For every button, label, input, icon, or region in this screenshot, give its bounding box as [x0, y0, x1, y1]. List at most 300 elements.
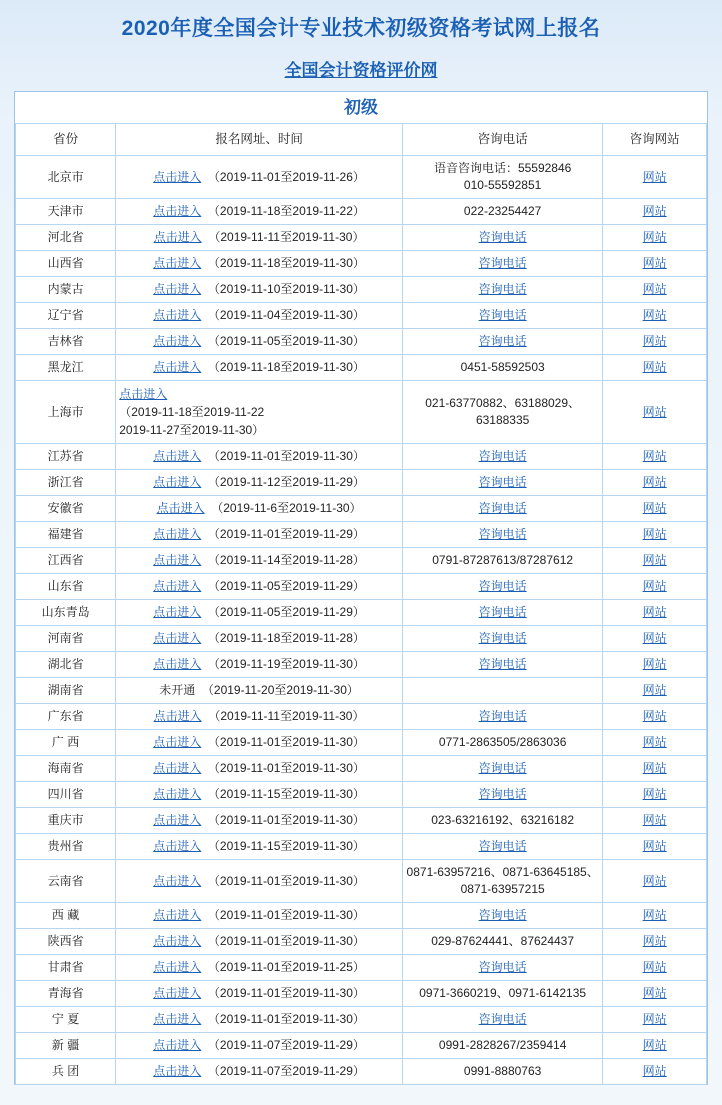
column-header-registration: 报名网址、时间 [116, 124, 403, 156]
telephone-cell [402, 860, 602, 903]
registration-dates: （2019-11-01至2019-11-30） [207, 1012, 365, 1026]
telephone-cell [402, 277, 602, 303]
registration-entry-link[interactable]: 点击进入 [153, 873, 202, 888]
website-link[interactable]: 网站 [642, 169, 667, 184]
page-title: 2020年度全国会计专业技术初级资格考试网上报名 [121, 17, 601, 40]
level-label: 初级 [16, 92, 707, 124]
website-link[interactable]: 网站 [642, 230, 667, 244]
table-row [16, 782, 707, 808]
website-link[interactable]: 网站 [642, 787, 667, 801]
exam-table-container [14, 91, 708, 1085]
registration-entry-link[interactable]: 点击进入 [153, 1012, 202, 1026]
website-cell [603, 1033, 707, 1059]
telephone-cell [402, 470, 602, 496]
province-cell: 广东省 [16, 704, 116, 730]
website-cell [603, 470, 707, 496]
website-link[interactable]: 网站 [642, 735, 667, 749]
province-cell: 上海市 [16, 381, 116, 444]
table-row [16, 704, 707, 730]
registration-entry-link[interactable]: 点击进入 [153, 631, 202, 645]
website-cell [603, 782, 707, 808]
registration-cell [116, 444, 403, 470]
telephone-text: 0451-58592503 [460, 360, 545, 374]
registration-entry-link[interactable]: 点击进入 [153, 449, 202, 463]
telephone-text: 022-23254427 [463, 204, 542, 218]
table-row [16, 1033, 707, 1059]
column-header-province: 省份 [16, 124, 116, 156]
registration-entry-link[interactable]: 点击进入 [153, 579, 202, 593]
website-cell [603, 981, 707, 1007]
province-cell: 贵州省 [16, 834, 116, 860]
telephone-cell [402, 329, 602, 355]
page-header [0, 0, 722, 44]
website-cell [603, 548, 707, 574]
registration-entry-link[interactable]: 点击进入 [153, 960, 202, 974]
registration-dates: （2019-11-01至2019-11-30） [207, 813, 365, 827]
telephone-link[interactable]: 咨询电话 [478, 501, 527, 515]
registration-cell [116, 522, 403, 548]
telephone-cell [402, 929, 602, 955]
website-cell [603, 860, 707, 903]
province-cell: 甘肃省 [16, 955, 116, 981]
table-row [16, 756, 707, 782]
province-cell: 福建省 [16, 522, 116, 548]
evaluation-site-link[interactable]: 全国会计资格评价网 [284, 61, 438, 80]
registration-entry-link[interactable]: 点击进入 [153, 282, 202, 296]
telephone-cell [402, 355, 602, 381]
telephone-link[interactable]: 咨询电话 [478, 761, 527, 775]
website-cell [603, 1059, 707, 1085]
telephone-link[interactable]: 咨询电话 [478, 256, 527, 270]
website-cell [603, 355, 707, 381]
telephone-cell [402, 903, 602, 929]
website-link[interactable]: 网站 [642, 709, 667, 723]
website-cell [603, 277, 707, 303]
telephone-cell [402, 574, 602, 600]
registration-dates: （2019-11-20至2019-11-30） [201, 683, 359, 697]
telephone-text: 029-87624441、87624437 [431, 934, 575, 948]
website-link[interactable]: 网站 [642, 657, 667, 671]
column-header-website: 咨询网站 [603, 124, 707, 156]
province-cell: 海南省 [16, 756, 116, 782]
registration-dates: （2019-11-07至2019-11-29） [207, 1038, 365, 1052]
registration-cell [116, 496, 403, 522]
exam-registration-table [15, 92, 707, 1085]
website-link[interactable]: 网站 [642, 553, 667, 567]
website-cell [603, 329, 707, 355]
website-cell [603, 600, 707, 626]
telephone-link[interactable]: 咨询电话 [478, 282, 527, 296]
registration-entry-link[interactable]: 点击进入 [153, 605, 202, 619]
registration-dates: （2019-11-01至2019-11-30） [207, 735, 365, 749]
registration-cell [116, 199, 403, 225]
website-cell [603, 444, 707, 470]
registration-dates: （2019-11-15至2019-11-30） [207, 839, 365, 853]
table-row [16, 496, 707, 522]
registration-entry-link[interactable]: 点击进入 [153, 527, 202, 541]
registration-cell [116, 756, 403, 782]
table-row [16, 225, 707, 251]
registration-cell [116, 156, 403, 199]
telephone-cell [402, 303, 602, 329]
website-link[interactable]: 网站 [642, 934, 667, 948]
website-cell [603, 652, 707, 678]
telephone-cell [402, 522, 602, 548]
table-row [16, 652, 707, 678]
province-cell: 四川省 [16, 782, 116, 808]
registration-dates: （2019-11-01至2019-11-30） [207, 908, 365, 922]
registration-entry-link[interactable]: 点击进入 [153, 308, 202, 322]
registration-entry-link[interactable]: 点击进入 [153, 839, 202, 853]
telephone-cell [402, 756, 602, 782]
registration-dates: （2019-11-18至2019-11-22） [207, 204, 365, 218]
registration-entry-link[interactable]: 点击进入 [153, 787, 202, 801]
website-link[interactable]: 网站 [642, 1038, 667, 1052]
registration-cell [116, 1007, 403, 1033]
website-cell [603, 522, 707, 548]
table-row [16, 574, 707, 600]
table-row [16, 381, 707, 444]
table-row [16, 470, 707, 496]
telephone-text: 0871-63957216、0871-63645185、0871-63957215 [406, 865, 599, 896]
website-link[interactable]: 网站 [642, 404, 667, 419]
table-row [16, 156, 707, 199]
table-row [16, 929, 707, 955]
website-link[interactable]: 网站 [642, 449, 667, 463]
province-cell: 河北省 [16, 225, 116, 251]
registration-entry-link[interactable]: 点击进入 [153, 709, 202, 723]
table-row [16, 600, 707, 626]
website-cell [603, 381, 707, 444]
telephone-cell [402, 1007, 602, 1033]
telephone-cell [402, 1059, 602, 1085]
website-cell [603, 199, 707, 225]
registration-cell [116, 626, 403, 652]
subtitle-container [0, 44, 722, 91]
province-cell: 内蒙古 [16, 277, 116, 303]
telephone-text: 0771-2863505/2863036 [438, 735, 567, 749]
telephone-text: 0991-2828267/2359414 [438, 1038, 567, 1052]
website-cell [603, 678, 707, 704]
registration-entry-link[interactable]: 点击进入 [153, 1038, 202, 1052]
website-cell [603, 156, 707, 199]
registration-cell [116, 782, 403, 808]
table-row [16, 444, 707, 470]
website-link[interactable]: 网站 [642, 360, 667, 374]
registration-dates: （2019-11-01至2019-11-30） [207, 761, 365, 775]
telephone-link[interactable]: 咨询电话 [478, 839, 527, 853]
table-row [16, 626, 707, 652]
registration-cell [116, 303, 403, 329]
website-link[interactable]: 网站 [642, 579, 667, 593]
website-link[interactable]: 网站 [642, 839, 667, 853]
website-cell [603, 251, 707, 277]
telephone-cell [402, 730, 602, 756]
registration-cell [116, 678, 403, 704]
registration-entry-link[interactable]: 点击进入 [156, 501, 205, 515]
registration-cell [116, 251, 403, 277]
website-link[interactable]: 网站 [642, 282, 667, 296]
table-row [16, 1059, 707, 1085]
website-cell [603, 1007, 707, 1033]
registration-dates: （2019-11-01至2019-11-30） [207, 934, 365, 948]
province-cell: 天津市 [16, 199, 116, 225]
telephone-link[interactable]: 咨询电话 [478, 709, 527, 723]
column-header-telephone: 咨询电话 [402, 124, 602, 156]
province-cell: 北京市 [16, 156, 116, 199]
table-row [16, 808, 707, 834]
table-row [16, 199, 707, 225]
table-row [16, 251, 707, 277]
table-row [16, 955, 707, 981]
province-cell: 兵 团 [16, 1059, 116, 1085]
registration-dates: （2019-11-18至2019-11-30） [207, 256, 365, 270]
website-link[interactable]: 网站 [642, 960, 667, 974]
table-row [16, 834, 707, 860]
website-cell [603, 303, 707, 329]
registration-dates: （2019-11-05至2019-11-30） [207, 334, 365, 348]
telephone-cell [402, 225, 602, 251]
telephone-link[interactable]: 咨询电话 [478, 908, 527, 922]
telephone-cell [402, 652, 602, 678]
website-link[interactable]: 网站 [642, 475, 667, 489]
registration-entry-link[interactable]: 点击进入 [153, 908, 202, 922]
registration-cell [116, 1033, 403, 1059]
telephone-cell [402, 834, 602, 860]
website-cell [603, 626, 707, 652]
registration-dates: （2019-11-18至2019-11-28） [207, 631, 365, 645]
province-cell: 山东青岛 [16, 600, 116, 626]
province-cell: 吉林省 [16, 329, 116, 355]
telephone-cell [402, 626, 602, 652]
registration-entry-link[interactable]: 点击进入 [119, 387, 168, 401]
telephone-cell [402, 678, 602, 704]
registration-dates: （2019-11-15至2019-11-30） [207, 787, 365, 801]
website-link[interactable]: 网站 [642, 873, 667, 888]
registration-cell [116, 860, 403, 903]
province-cell: 山东省 [16, 574, 116, 600]
province-cell: 江西省 [16, 548, 116, 574]
registration-dates: （2019-11-01至2019-11-30） [207, 986, 365, 1000]
telephone-cell [402, 981, 602, 1007]
telephone-link[interactable]: 咨询电话 [478, 579, 527, 593]
registration-cell [116, 381, 403, 444]
table-row [16, 277, 707, 303]
table-row [16, 860, 707, 903]
registration-dates: （2019-11-19至2019-11-30） [207, 657, 365, 671]
website-link[interactable]: 网站 [642, 527, 667, 541]
registration-cell [116, 329, 403, 355]
registration-cell [116, 929, 403, 955]
registration-dates: （2019-11-01至2019-11-30） [207, 873, 365, 888]
table-row [16, 355, 707, 381]
website-cell [603, 496, 707, 522]
registration-dates: （2019-11-11至2019-11-30） [208, 230, 365, 244]
website-cell [603, 756, 707, 782]
registration-entry-link[interactable]: 点击进入 [153, 553, 202, 567]
registration-entry-link[interactable]: 点击进入 [153, 360, 202, 374]
province-cell: 浙江省 [16, 470, 116, 496]
table-row [16, 1007, 707, 1033]
website-link[interactable]: 网站 [642, 908, 667, 922]
registration-dates: （2019-11-18至2019-11-30） [207, 360, 365, 374]
province-cell: 云南省 [16, 860, 116, 903]
telephone-cell [402, 496, 602, 522]
province-cell: 黑龙江 [16, 355, 116, 381]
telephone-link[interactable]: 咨询电话 [478, 960, 527, 974]
province-cell: 山西省 [16, 251, 116, 277]
province-cell: 西 藏 [16, 903, 116, 929]
telephone-cell [402, 955, 602, 981]
registration-entry-link[interactable]: 点击进入 [153, 256, 202, 270]
telephone-link[interactable]: 咨询电话 [478, 1012, 527, 1026]
province-cell: 重庆市 [16, 808, 116, 834]
website-link[interactable]: 网站 [642, 683, 667, 697]
registration-entry-link[interactable]: 点击进入 [153, 986, 202, 1000]
website-cell [603, 929, 707, 955]
registration-cell [116, 600, 403, 626]
registration-cell [116, 355, 403, 381]
registration-entry-link[interactable]: 点击进入 [153, 761, 202, 775]
telephone-link[interactable]: 咨询电话 [478, 230, 527, 244]
telephone-cell [402, 381, 602, 444]
registration-cell [116, 470, 403, 496]
website-link[interactable]: 网站 [642, 204, 667, 218]
telephone-cell [402, 808, 602, 834]
registration-cell [116, 277, 403, 303]
province-cell: 广 西 [16, 730, 116, 756]
province-cell: 安徽省 [16, 496, 116, 522]
telephone-link[interactable]: 咨询电话 [478, 657, 527, 671]
registration-dates: （2019-11-01至2019-11-30） [207, 449, 365, 463]
website-cell [603, 955, 707, 981]
table-row [16, 522, 707, 548]
telephone-text: 语音咨询电话：55592846 010-55592851 [433, 161, 572, 192]
telephone-cell [402, 548, 602, 574]
registration-dates: （2019-11-12至2019-11-29） [207, 475, 365, 489]
telephone-link[interactable]: 咨询电话 [478, 334, 527, 348]
table-row [16, 981, 707, 1007]
website-link[interactable]: 网站 [642, 1064, 667, 1078]
registration-entry-link[interactable]: 点击进入 [153, 813, 202, 827]
registration-cell [116, 834, 403, 860]
telephone-cell [402, 251, 602, 277]
registration-entry-link[interactable]: 点击进入 [153, 204, 202, 218]
province-cell: 湖北省 [16, 652, 116, 678]
registration-entry-link[interactable]: 点击进入 [153, 475, 202, 489]
website-link[interactable]: 网站 [642, 605, 667, 619]
website-link[interactable]: 网站 [642, 631, 667, 645]
province-cell: 河南省 [16, 626, 116, 652]
website-link[interactable]: 网站 [642, 501, 667, 515]
telephone-link[interactable]: 咨询电话 [478, 308, 527, 322]
website-link[interactable]: 网站 [642, 813, 667, 827]
website-link[interactable]: 网站 [642, 986, 667, 1000]
website-cell [603, 808, 707, 834]
registration-cell [116, 730, 403, 756]
registration-cell [116, 808, 403, 834]
registration-dates: （2019-11-11至2019-11-30） [208, 709, 365, 723]
table-row [16, 730, 707, 756]
province-cell: 陕西省 [16, 929, 116, 955]
website-link[interactable]: 网站 [642, 1012, 667, 1026]
registration-dates: （2019-11-10至2019-11-30） [207, 282, 365, 296]
registration-dates: （2019-11-04至2019-11-30） [207, 308, 365, 322]
registration-dates: （2019-11-6至2019-11-30） [211, 501, 362, 515]
table-row [16, 548, 707, 574]
registration-cell [116, 903, 403, 929]
table-row [16, 303, 707, 329]
telephone-cell [402, 1033, 602, 1059]
registration-entry-link[interactable]: 点击进入 [153, 334, 202, 348]
province-cell: 新 疆 [16, 1033, 116, 1059]
registration-entry-link[interactable]: 点击进入 [153, 735, 202, 749]
website-cell [603, 903, 707, 929]
telephone-link[interactable]: 咨询电话 [478, 449, 527, 463]
website-cell [603, 834, 707, 860]
website-cell [603, 730, 707, 756]
registration-dates: （2019-11-14至2019-11-28） [207, 553, 365, 567]
province-cell: 辽宁省 [16, 303, 116, 329]
registration-cell [116, 574, 403, 600]
website-cell [603, 574, 707, 600]
registration-not-open: 未开通 [159, 683, 196, 697]
registration-cell [116, 1059, 403, 1085]
table-row [16, 329, 707, 355]
telephone-link[interactable]: 咨询电话 [478, 605, 527, 619]
registration-dates: （2019-11-01至2019-11-26） [207, 169, 365, 184]
registration-entry-link[interactable]: 点击进入 [153, 1064, 202, 1078]
website-link[interactable]: 网站 [642, 308, 667, 322]
registration-entry-link[interactable]: 点击进入 [153, 657, 202, 671]
table-row [16, 678, 707, 704]
telephone-text: 023-63216192、63216182 [431, 813, 575, 827]
telephone-link[interactable]: 咨询电话 [478, 631, 527, 645]
telephone-cell [402, 704, 602, 730]
column-header-row [16, 124, 707, 156]
registration-entry-link[interactable]: 点击进入 [153, 230, 202, 244]
website-cell [603, 225, 707, 251]
telephone-cell [402, 444, 602, 470]
website-link[interactable]: 网站 [642, 256, 667, 270]
registration-dates: （2019-11-01至2019-11-25） [207, 960, 365, 974]
province-cell: 青海省 [16, 981, 116, 1007]
registration-cell [116, 225, 403, 251]
registration-dates: （2019-11-05至2019-11-29） [207, 579, 365, 593]
telephone-link[interactable]: 咨询电话 [478, 527, 527, 541]
telephone-link[interactable]: 咨询电话 [478, 787, 527, 801]
telephone-text: 0971-3660219、0971-6142135 [419, 986, 587, 1000]
registration-cell [116, 981, 403, 1007]
registration-cell [116, 548, 403, 574]
website-link[interactable]: 网站 [642, 334, 667, 348]
registration-cell [116, 955, 403, 981]
registration-entry-link[interactable]: 点击进入 [153, 934, 202, 948]
telephone-text: 0991-8880763 [463, 1064, 542, 1078]
registration-cell [116, 652, 403, 678]
telephone-text: 0791-87287613/87287612 [432, 553, 574, 567]
telephone-text: 021-63770882、63188029、63188335 [425, 396, 581, 427]
table-row [16, 903, 707, 929]
telephone-link[interactable]: 咨询电话 [478, 475, 527, 489]
telephone-cell [402, 156, 602, 199]
province-cell: 湖南省 [16, 678, 116, 704]
registration-entry-link[interactable]: 点击进入 [153, 169, 202, 184]
registration-dates: （2019-11-07至2019-11-29） [207, 1064, 365, 1078]
level-header-row [16, 92, 707, 124]
telephone-cell [402, 199, 602, 225]
website-link[interactable]: 网站 [642, 761, 667, 775]
